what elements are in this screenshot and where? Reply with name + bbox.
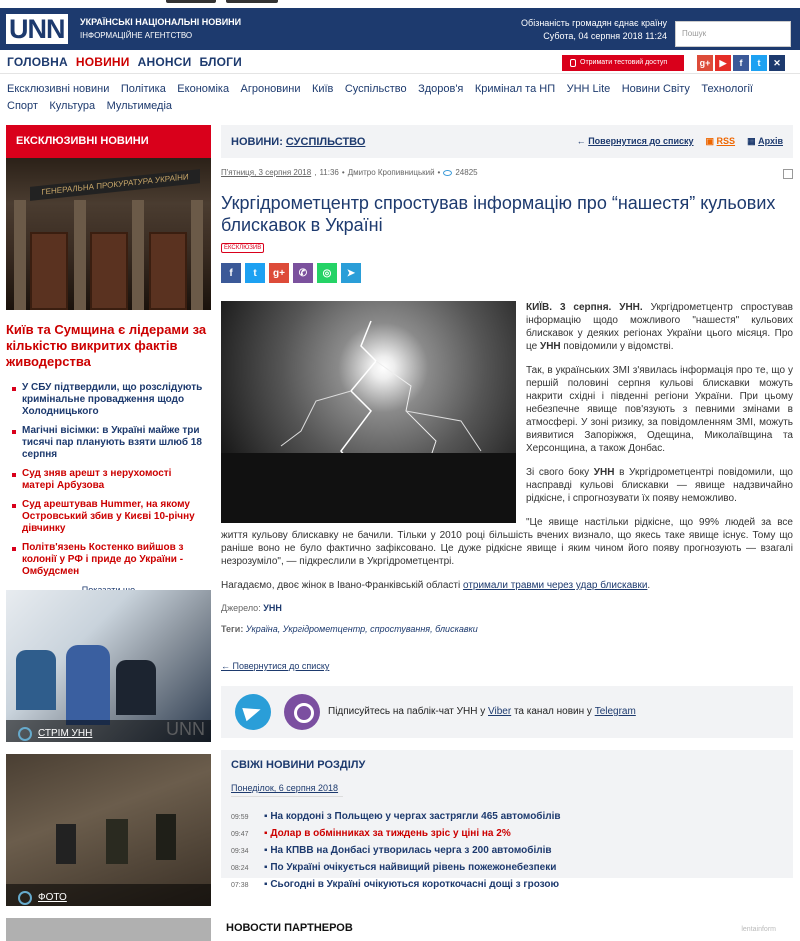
telegram-icon[interactable] — [235, 694, 271, 730]
google-plus-icon[interactable]: g+ — [697, 55, 713, 71]
lightning-photo — [221, 301, 516, 523]
section-header — [221, 125, 793, 158]
nav-announcements[interactable]: АНОНСИ — [137, 54, 192, 69]
archive-link[interactable]: ▦ Архів — [747, 136, 783, 146]
paragraph: Зі свого боку УНН в Укргідрометцентрі повідомили, що насправді кульові блискавки — явище надзвичайно рідкісне, і спрогнозувати їх появу неможливо. — [526, 467, 793, 504]
stream-label[interactable]: СТРІМ УНН — [38, 728, 93, 739]
print-icon[interactable] — [783, 169, 793, 179]
nav-unn-lite[interactable]: УНН Lite — [566, 83, 611, 95]
list-item[interactable]: 09:34 ▪ На КПВВ на Донбасі утворилась черга з 200 автомобілів — [231, 845, 552, 856]
eye-icon — [443, 170, 452, 176]
telegram-link[interactable]: Telegram — [594, 706, 636, 717]
youtube-icon[interactable]: ▶ — [715, 55, 731, 71]
header-datetime: Субота, 04 серпня 2018 11:24 — [543, 31, 667, 41]
building-sign: ГЕНЕРАЛЬНА ПРОКУРАТУРА УКРАЇНИ — [30, 169, 200, 201]
article-source: Джерело: УНН — [221, 603, 282, 613]
paragraph: КИЇВ. 3 серпня. УНН. Укргідрометцентр спростував інформацію щодо можливого "нашестя" кульових блискавок у деяких регіонах України цього місяця. Про це УНН повідомили у відомстві. — [526, 302, 793, 352]
nav-blogs[interactable]: БЛОГИ — [199, 54, 242, 69]
article-column — [221, 125, 793, 890]
nav-kyiv[interactable]: Київ — [311, 83, 334, 95]
camera-icon — [18, 727, 32, 741]
list-item[interactable]: 08:24 ▪ По Україні очікується найвищий рівень пожежонебезпеки — [231, 862, 557, 873]
list-item[interactable]: У СБУ підтвердили, що розслідують кримінальне провадження щодо Холодницького — [6, 382, 205, 418]
subscribe-text: Підписуйтесь на паблік-чат УНН у Viber та канал новин у Telegram — [328, 706, 636, 717]
back-to-list-bottom[interactable]: ← Повернутися до списку — [221, 661, 330, 671]
google-plus-icon[interactable]: g+ — [269, 263, 289, 283]
exclusive-heading[interactable]: ЕКСКЛЮЗИВНІ НОВИНИ — [6, 125, 211, 158]
camera-icon — [18, 891, 32, 905]
partners-brand[interactable]: lentainform — [741, 926, 776, 933]
nav-politics[interactable]: Політика — [120, 83, 166, 95]
nav-tech[interactable]: Технології — [701, 83, 753, 95]
view-count: 24825 — [455, 168, 478, 177]
section-category[interactable]: СУСПІЛЬСТВО — [285, 135, 366, 148]
exclusive-badge: ЕКСКЛЮЗИВ — [221, 243, 264, 253]
twitter-icon[interactable]: t — [245, 263, 265, 283]
rss-link[interactable]: ▣ RSS — [705, 136, 736, 146]
list-item[interactable]: 09:59 ▪ На кордоні з Польщею у чергах застрягли 465 автомобілів — [231, 811, 561, 822]
article-tags: Теги: Україна, Укргідрометцентр, спростування, блискавки — [221, 624, 478, 634]
search-input[interactable]: Пошук — [675, 21, 791, 47]
nav-society[interactable]: Суспільство — [344, 83, 407, 95]
brand-subtitle: ІНФОРМАЦІЙНЕ АГЕНТСТВО — [80, 31, 193, 40]
list-item[interactable]: 07:38 ▪ Сьогодні в Україні очікуються короткочасні дощі з грозою — [231, 879, 560, 890]
telegram-icon[interactable]: ➤ — [341, 263, 361, 283]
article-meta: П'ятниця, 3 серпня 2018 , 11:36 • Дмитро Кропивницький • 24825 — [221, 168, 478, 177]
sub-nav — [0, 74, 800, 116]
whatsapp-icon[interactable]: ◎ — [317, 263, 337, 283]
slogan: Обізнаність громадян єднає країну — [521, 18, 667, 28]
nav-news[interactable]: НОВИНИ — [75, 54, 130, 69]
nav-multimedia[interactable]: Мультимедіа — [106, 100, 173, 112]
nav-health[interactable]: Здоров'я — [418, 83, 464, 95]
exclusive-list — [6, 376, 211, 578]
list-item[interactable]: Суд зняв арешт з нерухомості матері Арбузова — [6, 468, 205, 492]
article-body — [221, 301, 793, 592]
test-access-button[interactable]: Отримати тестовий доступ — [562, 55, 684, 71]
article-title: Укргідрометцентр спростував інформацію про “нашестя” кульових блискавок в Україні — [221, 193, 776, 235]
article-date[interactable]: П'ятниця, 3 серпня 2018 — [221, 168, 312, 177]
tag-links[interactable]: Україна, Укргідрометцентр, спростування, блискавки — [245, 624, 478, 634]
stream-promo[interactable] — [6, 590, 211, 742]
viber-icon[interactable] — [284, 694, 320, 730]
exclusive-lead-image[interactable] — [6, 158, 211, 310]
list-item[interactable]: Магічні вісімки: в Україні майже три тисячі пар планують взяти шлюб 18 серпня — [6, 425, 205, 461]
social-links — [697, 55, 785, 71]
top-strip — [0, 0, 800, 8]
nav-crime[interactable]: Кримінал та НП — [474, 83, 556, 95]
next-promo[interactable] — [6, 918, 211, 941]
paragraph: Нагадаємо, двоє жінок в Івано-Франківській області отримали травми через удар блискавки. — [221, 580, 651, 591]
fresh-news-date[interactable]: Понеділок, 6 серпня 2018 — [231, 783, 343, 797]
article-time: 11:36 — [319, 168, 339, 177]
brand-title: УКРАЇНСЬКІ НАЦІОНАЛЬНІ НОВИНИ — [80, 17, 242, 27]
nav-culture[interactable]: Культура — [49, 100, 96, 112]
article-author: Дмитро Кропивницький — [347, 168, 435, 177]
nav-home[interactable]: ГОЛОВНА — [7, 54, 68, 69]
nav-exclusive[interactable]: Ексклюзивні новини — [7, 83, 110, 95]
facebook-icon[interactable]: f — [221, 263, 241, 283]
twitter-icon[interactable]: t — [751, 55, 767, 71]
partners-heading: lentainform НОВОСТИ ПАРТНЕРОВ — [226, 922, 776, 934]
main-nav — [0, 50, 800, 74]
photo-caption — [6, 884, 211, 906]
photo-promo[interactable] — [6, 754, 211, 906]
brand-block — [80, 16, 241, 42]
list-item[interactable]: Суд арештував Hummer, на якому Островський збив у Києві 10-річну дівчинку — [6, 499, 205, 535]
related-link[interactable]: отримали травми через удар блискавки — [462, 580, 648, 591]
back-to-list-link[interactable]: ← Повернутися до списку — [576, 136, 694, 146]
facebook-icon[interactable]: f — [733, 55, 749, 71]
source-link[interactable]: УНН — [263, 603, 282, 613]
site-header — [0, 8, 800, 50]
fresh-news-heading: СВІЖІ НОВИНИ РОЗДІЛУ — [231, 759, 366, 771]
viber-icon[interactable]: ✆ — [293, 263, 313, 283]
photo-label[interactable]: ФОТО — [38, 892, 67, 903]
stream-caption — [6, 720, 211, 742]
header-info — [521, 17, 667, 43]
site-logo[interactable]: UNN — [0, 8, 66, 50]
nav-agro[interactable]: Агроновини — [240, 83, 301, 95]
paragraph: "Це явище настільки рідкісне, що 99% людей за все життя кульову блискавку не бачили. Тільки у 2010 році більшість вчених визнало, що якесь таке явище існує. Тому що раніше воно не було фактично зафіксовано. Це дуже рідкісне явище і яким чином його появу прогнозують — взагалі незрозуміло", — підкреслили в Укргідрометцентрі. — [221, 517, 793, 567]
nav-sport[interactable]: Спорт — [7, 100, 38, 112]
share-buttons — [221, 263, 793, 283]
list-item[interactable]: Політв'язень Костенко вийшов з колонії у РФ і приде до України - Омбудсмен — [6, 542, 205, 578]
subscribe-box — [221, 686, 793, 738]
nav-world[interactable]: Новини Світу — [621, 83, 690, 95]
viber-link[interactable]: Viber — [488, 706, 512, 717]
paragraph: Так, в українських ЗМІ з'явилась інформація про те, що у першій половині серпня кульові блискавки можуть накрити східні і південні регіони України. При цьому небезпечне явище пов'язують з певними змінами в атмосфері. У зоні ризику, за повідомленням ЗМІ, можуть виявитися Запоріжжя, Одещина, Миколаївщина та Херсонщина, а також Донбас. — [526, 365, 793, 454]
nav-economy[interactable]: Економіка — [177, 83, 230, 95]
exclusive-sidebar — [6, 125, 211, 595]
section-tools — [577, 136, 783, 147]
section-label: НОВИНИ: — [231, 135, 283, 148]
list-item[interactable]: 09:47 ▪ Долар в обмінниках за тиждень зріс у ціні на 2% — [231, 828, 511, 839]
fresh-news — [221, 750, 793, 890]
exclusive-lead-title[interactable]: Київ та Сумщина є лідерами за кількістю викритих фактів живодерства — [6, 322, 207, 369]
close-icon[interactable]: ✕ — [769, 55, 785, 71]
